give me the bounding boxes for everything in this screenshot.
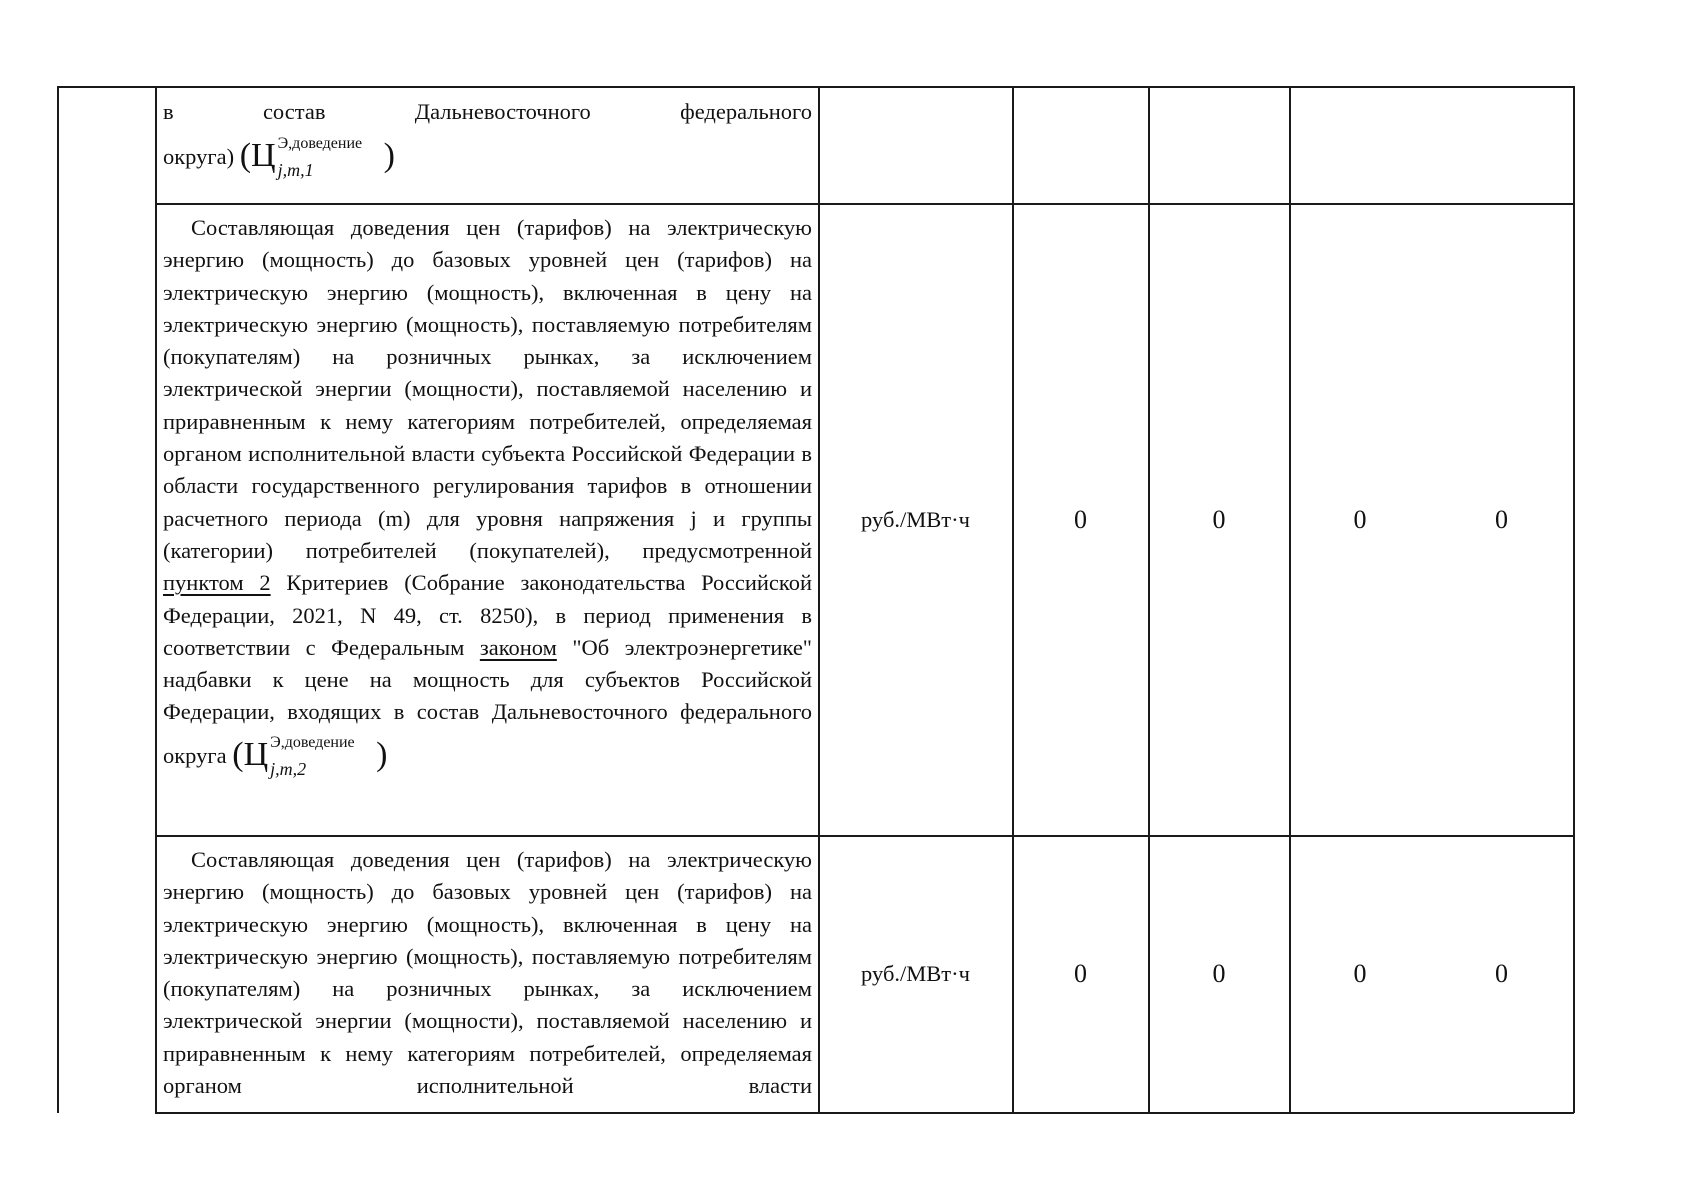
row2-value-3: 0 xyxy=(1353,504,1367,534)
row2-unit: руб./МВт·ч xyxy=(861,506,970,532)
link-punkt-2[interactable]: пунктом 2 xyxy=(163,570,271,596)
table-left-border xyxy=(57,86,59,1113)
row3-unit: руб./МВт·ч xyxy=(861,961,970,986)
tariff-table xyxy=(57,86,1574,1113)
row2-formula-line: округа (Ц Э,доведение j,m,2 ) xyxy=(163,733,388,779)
row2-value-2: 0 xyxy=(1212,504,1226,534)
table-bottom-border xyxy=(155,1112,1574,1114)
row1-formula-line: округа) (Ц Э,доведение j,m,1 ) xyxy=(163,135,395,181)
col-divider-1 xyxy=(155,86,157,1113)
link-zakon[interactable]: законом xyxy=(479,634,557,660)
row3-value-3: 0 xyxy=(1353,959,1367,988)
row2-description: Составляющая доведения цен (тарифов) на электрическую энергию (мощность) до базовых уровней цен (тарифов) на электрическую энергию (мощность), включенная в цену на электрическую энергию (мощность), поставляемую потребителям (покупателям) на розничных рынках, за исключением электрической энергии (мощности), поставляемой населению и приравненным к нему категориям потребителей, определяемая органом исполнительной власти субъекта Российской Федерации в области государственного регулирования тарифов в отношении расчетного периода (m) для уровня напряжения j и группы (категории) потребителей (покупателей), предусмотренной пунктом 2 Критериев (Собрание законодательства Российской Федерации, 2021, N 49, ст. 8250), в период применения в соответствии с Федеральным законом "Об электроэнергетике" надбавки к цене на мощность для субъектов Российской Федерации, входящих в состав Дальневосточного федерального округа (Ц Э,доведение j,m,2 ) xyxy=(163,215,812,779)
formula-symbol: (Ц Э,доведение j,m,1 ) xyxy=(239,135,395,181)
row3-value-2: 0 xyxy=(1212,959,1226,988)
table-right-border xyxy=(1573,86,1575,1113)
table-top-border xyxy=(57,86,1574,88)
row3-description: Составляющая доведения цен (тарифов) на электрическую энергию (мощность) до базовых уровней цен (тарифов) на электрическую энергию (мощность), включенная в цену на электрическую энергию (мощность), поставляемую потребителям (покупателям) на розничных рынках, за исключением электрической энергии (мощности), поставляемой населению и приравненным к нему категориям потребителей, определяемая органом исполнительной власти xyxy=(163,847,812,1099)
row2-value-1: 0 xyxy=(1074,504,1087,534)
row3-value-1: 0 xyxy=(1074,959,1087,988)
formula-symbol: (Ц Э,доведение j,m,2 ) xyxy=(232,733,388,779)
row2-value-4: 0 xyxy=(1495,504,1508,534)
row1-description xyxy=(163,96,812,181)
row3-value-4: 0 xyxy=(1495,959,1508,988)
row1-fragment-line: в состав Дальневосточного федерального xyxy=(163,99,812,124)
